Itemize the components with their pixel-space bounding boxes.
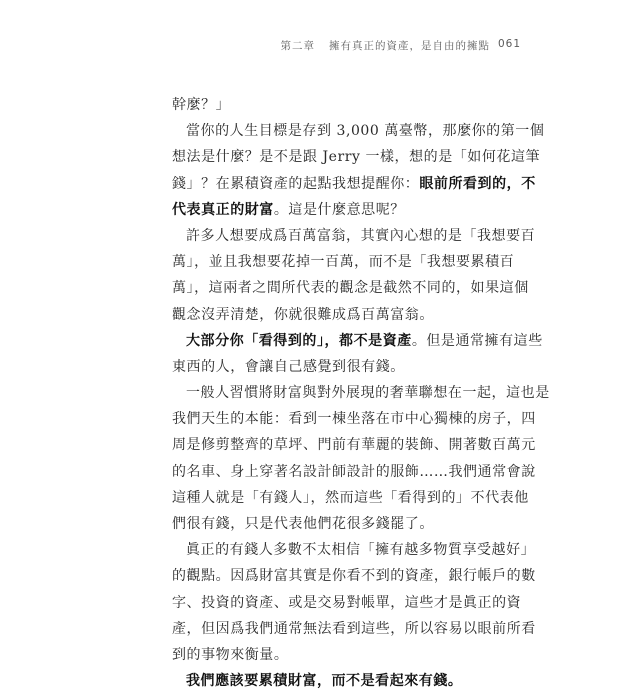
text-segment: 萬」，並且我想要花掉一百萬，而不是「我想要累積百 <box>172 254 515 271</box>
text-line <box>172 668 474 694</box>
bold-text-segment: 我們應該要累積財富，而不是看起來有錢。 <box>186 673 463 690</box>
text-line <box>172 406 536 432</box>
text-line <box>172 144 541 170</box>
text-segment: 想法是什麼？是不是跟 Jerry 一樣，想的是「如何花這筆 <box>172 149 541 166</box>
text-line <box>172 92 474 118</box>
text-line <box>172 171 536 197</box>
text-line <box>172 485 529 511</box>
text-segment: 一般人習慣將財富與對外展現的奢華聯想在一起，這也是 <box>186 385 550 402</box>
text-line <box>172 197 474 223</box>
text-segment: 眞正的有錢人多數不太相信「擁有越多物質享受越好」 <box>186 542 536 559</box>
text-segment: 東西的人，會讓自己感覺到很有錢。 <box>172 358 405 375</box>
text-segment: 周是修剪整齊的草坪、門前有華麗的裝飾、開著數百萬元 <box>172 437 536 454</box>
text-line <box>172 354 474 380</box>
text-segment: 這種人就是「有錢人」，然而這些「看得到的」不代表他 <box>172 489 529 506</box>
text-line <box>172 616 536 642</box>
text-segment: 。這是什麼意思呢？ <box>273 201 405 218</box>
text-line <box>172 328 543 354</box>
bold-text-segment: 大部分你「看得到的」，都不是資產 <box>186 332 412 349</box>
body-text <box>172 92 550 694</box>
text-line <box>172 432 536 458</box>
chapter-label: 第二章 <box>280 40 315 52</box>
text-line <box>172 459 536 485</box>
text-line <box>172 537 536 563</box>
text-segment: 錢」？在累積資產的起點我想提醒你： <box>172 175 420 192</box>
text-segment: 。但是通常擁有這些 <box>411 332 543 349</box>
text-line <box>172 642 474 668</box>
text-segment: 許多人想要成爲百萬富翁，其實內心想的是「我想要百 <box>186 227 536 244</box>
text-line <box>172 223 536 249</box>
text-line <box>172 380 550 406</box>
text-segment: 到的事物來衡量。 <box>172 646 289 663</box>
text-segment: 產，但因爲我們通常無法看到這些，所以容易以眼前所看 <box>172 620 536 637</box>
text-line <box>172 118 545 144</box>
running-head <box>281 38 491 53</box>
text-line <box>172 302 474 328</box>
text-segment: 們很有錢，只是代表他們花很多錢罷了。 <box>172 516 434 532</box>
bold-text-segment: 代表真正的財富 <box>172 201 274 218</box>
chapter-title: 擁有真正的資產，是自由的擁點 <box>329 40 490 52</box>
text-segment: 我們天生的本能：看到一棟坐落在市中心獨棟的房子，四 <box>172 411 536 428</box>
page-number: 061 <box>498 38 522 50</box>
text-line <box>172 590 522 616</box>
text-line <box>172 511 474 537</box>
text-line <box>172 275 529 301</box>
text-segment: 幹麼？」 <box>172 97 231 113</box>
text-segment: 的觀點。因爲財富其實是你看不到的資產，銀行帳戶的數 <box>172 568 536 585</box>
text-line <box>172 249 515 275</box>
text-segment: 的名車、身上穿著名設計師設計的服飾……我們通常會說 <box>172 463 536 480</box>
bold-text-segment: 眼前所看到的，不 <box>419 175 536 192</box>
text-segment: 當你的人生目標是存到 3,000 萬臺幣，那麼你的第一個 <box>186 123 545 140</box>
text-segment: 萬」，這兩者之間所代表的觀念是截然不同的，如果這個 <box>172 280 529 297</box>
text-segment: 觀念沒弄清楚，你就很難成爲百萬富翁。 <box>172 306 434 323</box>
text-line <box>172 563 536 589</box>
text-segment: 字、投資的資產、或是交易對帳單，這些才是眞正的資 <box>172 594 522 611</box>
